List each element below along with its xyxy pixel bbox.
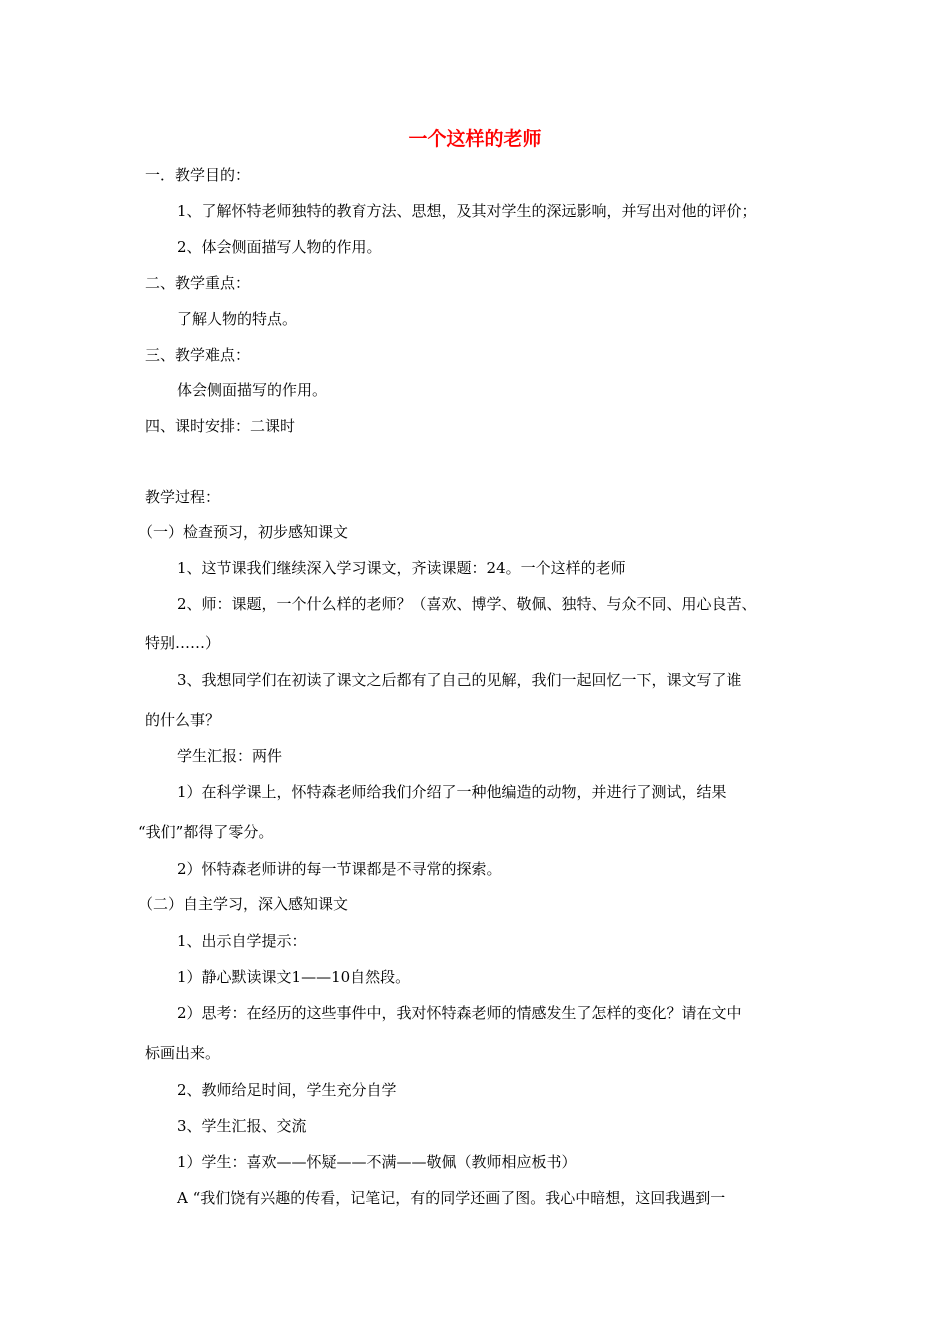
paragraph-line: “我们”都得了零分。 (138, 823, 274, 841)
paragraph-line: 特别……） (145, 634, 221, 652)
section-heading-objectives: 一．教学目的： (145, 166, 251, 184)
page-title: 一个这样的老师 (408, 128, 542, 150)
paragraph-line: 3、我想同学们在初读了课文之后都有了自己的见解，我们一起回忆一下，课文写了谁 (177, 671, 742, 689)
key-point-text: 了解人物的特点。 (177, 310, 298, 328)
difficulty-text: 体会侧面描写的作用。 (177, 381, 328, 399)
paragraph-line: 2、师：课题，一个什么样的老师？（喜欢、博学、敬佩、独特、与众不同、用心良苦、 (177, 595, 757, 613)
paragraph-line: 的什么事？ (145, 711, 221, 729)
paragraph-line: 1）在科学课上，怀特森老师给我们介绍了一种他编造的动物，并进行了测试，结果 (177, 783, 727, 801)
paragraph-line: 学生汇报：两件 (177, 747, 283, 765)
paragraph-line: 1）学生：喜欢——怀疑——不满——敬佩（教师相应板书） (177, 1153, 577, 1171)
process-step-heading: （二）自主学习，深入感知课文 (138, 895, 349, 913)
objective-item: 2、体会侧面描写人物的作用。 (177, 238, 382, 256)
paragraph-line: A “我们饶有兴趣的传看，记笔记，有的同学还画了图。我心中暗想，这回我遇到一 (177, 1189, 726, 1207)
paragraph-line: 3、学生汇报、交流 (177, 1117, 307, 1135)
process-heading: 教学过程： (145, 488, 221, 506)
paragraph-line: 2）思考：在经历的这些事件中，我对怀特森老师的情感发生了怎样的变化？请在文中 (177, 1004, 742, 1022)
process-step-heading: （一）检查预习，初步感知课文 (138, 523, 349, 541)
section-heading-key-points: 二、教学重点： (145, 274, 251, 292)
paragraph-line: 2）怀特森老师讲的每一节课都是不寻常的探索。 (177, 860, 502, 878)
paragraph-line: 2、教师给足时间，学生充分自学 (177, 1081, 397, 1099)
paragraph-line: 1、出示自学提示： (177, 932, 307, 950)
paragraph-line: 标画出来。 (145, 1044, 221, 1062)
paragraph-line: 1、这节课我们继续深入学习课文，齐读课题：24。一个这样的老师 (177, 559, 626, 577)
section-heading-difficulties: 三、教学难点： (145, 346, 251, 364)
objective-item: 1、了解怀特老师独特的教育方法、思想，及其对学生的深远影响，并写出对他的评价； (177, 202, 757, 220)
section-heading-schedule: 四、课时安排：二课时 (145, 417, 296, 435)
paragraph-line: 1）静心默读课文1——10自然段。 (177, 968, 411, 986)
